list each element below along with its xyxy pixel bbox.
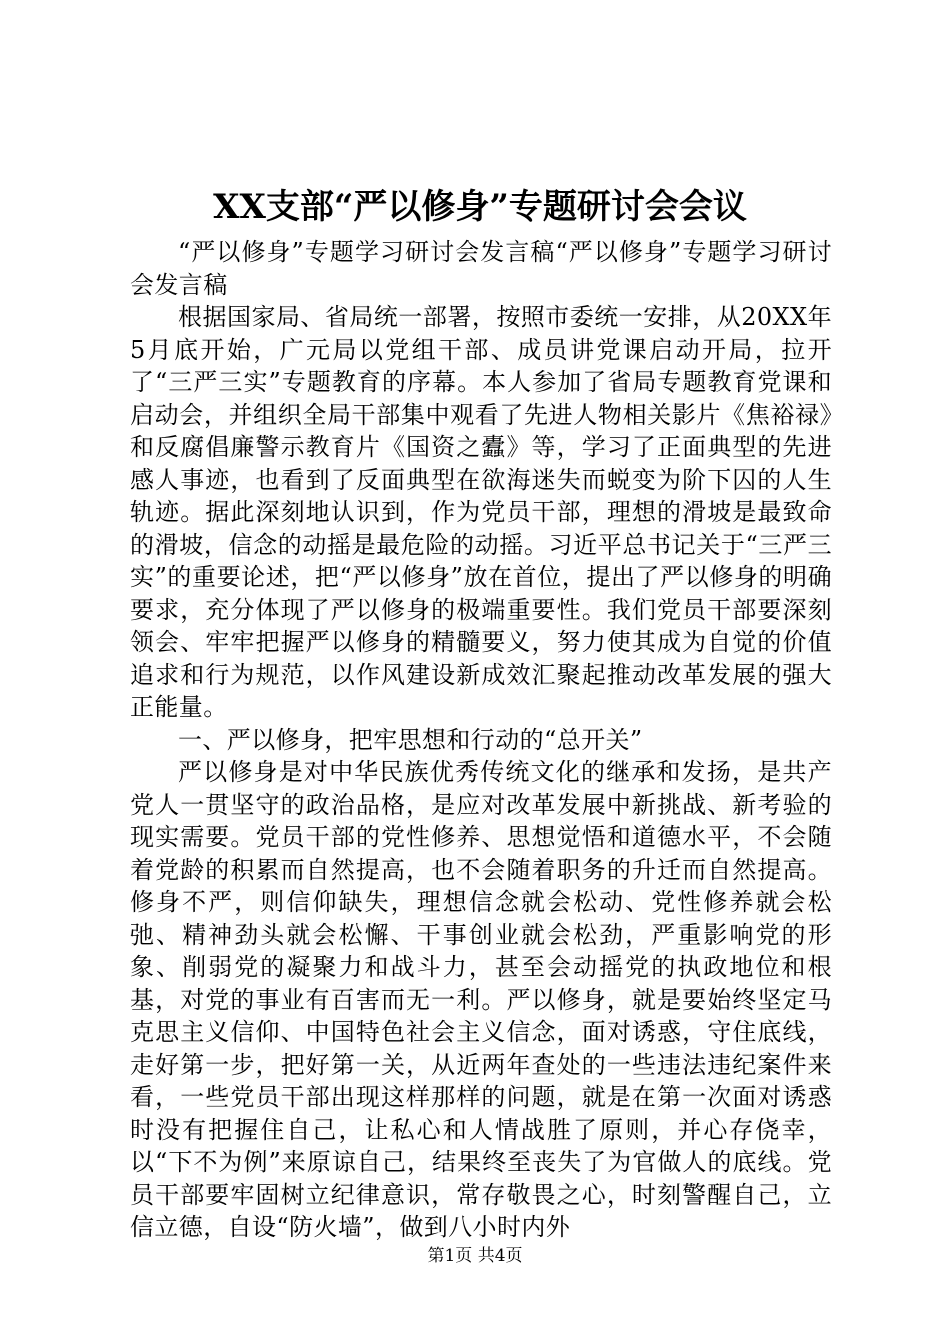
document-body: [130, 236, 832, 1244]
section-heading: 一、严以修身，把牢思想和行动的“总开关”: [178, 725, 643, 754]
paragraph-intro: 根据国家局、省局统一部署，按照市委统一安排，从20XX年5月底开始，广元局以党组干部、成员讲党课启动开局，拉开了“三严三实”专题教育的序幕。本人参加了省局专题教育党课和启动会，并组织全局干部集中观看了先进人物相关影片《焦裕禄》和反腐倡廉警示教育片《国资之蠹》等，学习了正面典型的先进感人事迹，也看到了反面典型在欲海迷失而蜕变为阶下囚的人生轨迹。据此深刻地认识到，作为党员干部，理想的滑坡是最致命的滑坡，信念的动摇是最危险的动摇。习近平总书记关于“三严三实”的重要论述，把“严以修身”放在首位，提出了严以修身的明确要求，充分体现了严以修身的极端重要性。我们党员干部要深刻领会、牢牢把握严以修身的精髓要义，努力使其成为自觉的价值追求和行为规范，以作风建设新成效汇聚起推动改革发展的强大正能量。: [130, 303, 832, 721]
document-title: XX支部“严以修身”专题研讨会会议: [213, 187, 747, 227]
paragraph-section-one: 严以修身是对中华民族优秀传统文化的继承和发扬，是共产党人一贯坚守的政治品格，是应对改革发展中新挑战、新考验的现实需要。党员干部的党性修养、思想觉悟和道德水平，不会随着党龄的积累而自然提高，也不会随着职务的升迁而自然提高。修身不严，则信仰缺失，理想信念就会松动、党性修养就会松弛、精神劲头就会松懈、干事创业就会松劲，严重影响党的形象、削弱党的凝聚力和战斗力，甚至会动摇党的执政地位和根基，对党的事业有百害而无一利。严以修身，就是要始终坚定马克思主义信仰、中国特色社会主义信念，面对诱惑，守住底线，走好第一步，把好第一关，从近两年查处的一些违法违纪案件来看，一些党员干部出现这样那样的问题，就是在第一次面对诱惑时没有把握住自己，让私心和人情战胜了原则，并心存侥幸，以“下不为例”来原谅自己，结果终至丧失了为官做人的底线。党员干部要牢固树立纪律意识，常存敬畏之心，时刻警醒自己，立信立德，自设“防火墙”，做到八小时内外: [130, 758, 832, 1241]
paragraph-subtitle: “严以修身”专题学习研讨会发言稿“严以修身”专题学习研讨会发言稿: [130, 238, 832, 299]
page-footer: 第1页 共4页: [427, 1246, 523, 1266]
